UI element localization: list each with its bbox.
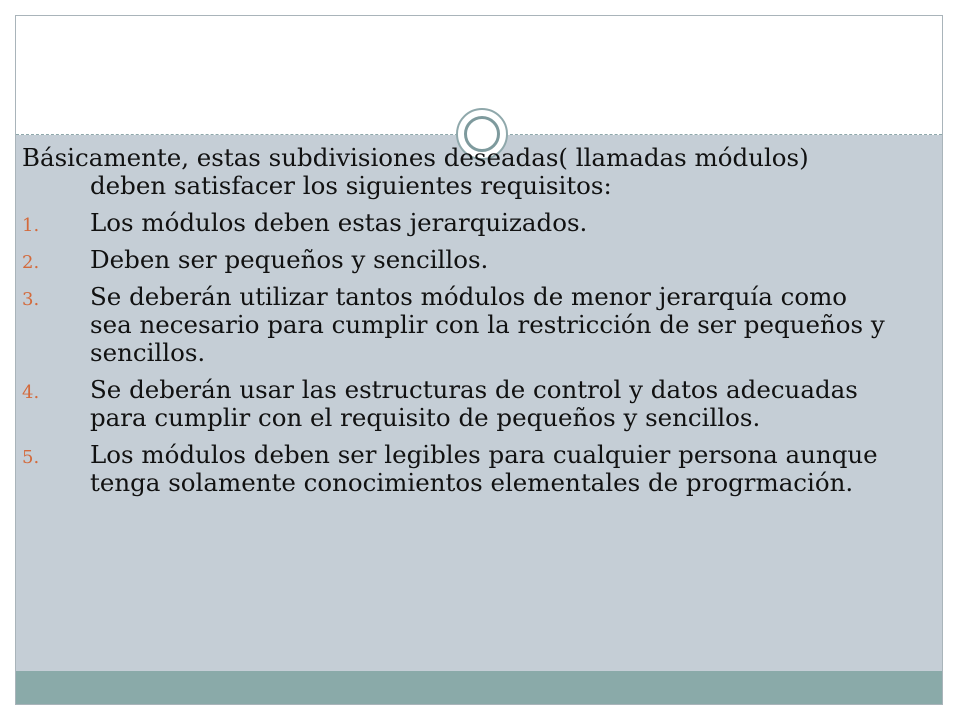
list-item-text: Los módulos deben estas jerarquizados. [90, 208, 588, 237]
list-item-number: 1. [22, 215, 40, 236]
list-item [22, 283, 892, 367]
slide-body [22, 144, 892, 506]
list-item-text: Los módulos deben ser legibles para cualquier persona aunque tenga solamente conocimientos elementales de progrmación. [90, 440, 878, 497]
list-item-number: 4. [22, 382, 40, 403]
list-item-number: 5. [22, 447, 40, 468]
list-item [22, 209, 892, 237]
list-item-text: Se deberán usar las estructuras de control y datos adecuadas para cumplir con el requisito de pequeños y sencillos. [90, 375, 858, 432]
list-item-number: 3. [22, 289, 40, 310]
list-item [22, 441, 892, 497]
intro-paragraph: Básicamente, estas subdivisiones deseadas( llamadas módulos) deben satisfacer los siguientes requisitos: [22, 143, 809, 200]
list-item-text: Deben ser pequeños y sencillos. [90, 245, 489, 274]
list-item [22, 246, 892, 274]
list-item [22, 376, 892, 432]
list-item-number: 2. [22, 252, 40, 273]
footer-bar [16, 671, 942, 705]
list-item-text: Se deberán utilizar tantos módulos de menor jerarquía como sea necesario para cumplir con la restricción de ser pequeños y sencillos. [90, 282, 885, 367]
requirements-list [22, 209, 892, 497]
